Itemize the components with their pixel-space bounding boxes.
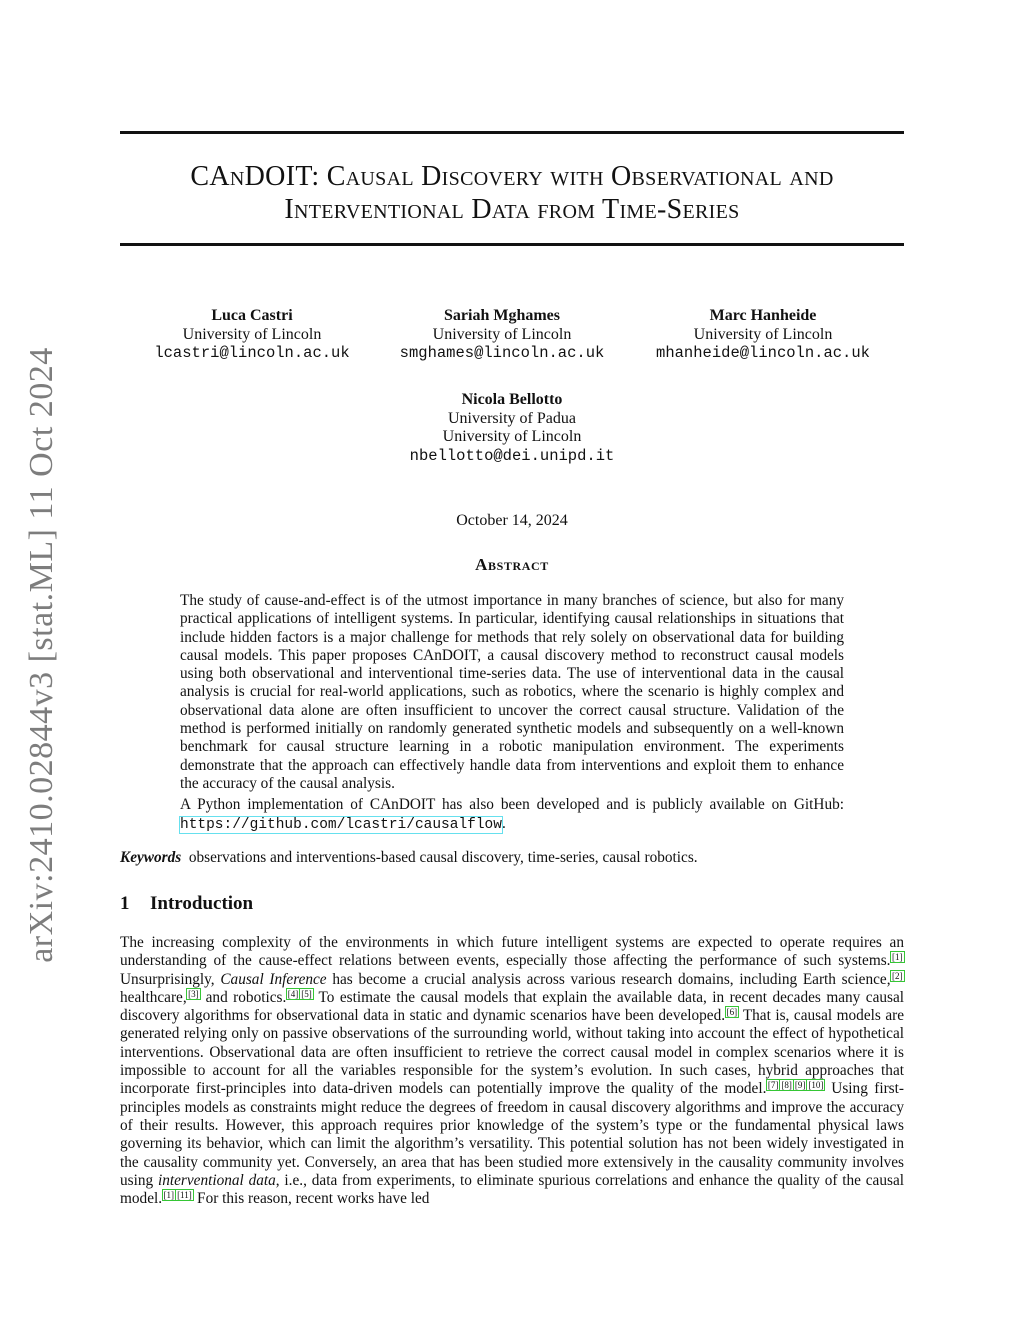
paper-title-line-2: Interventional Data from Time-Series xyxy=(284,194,740,225)
arxiv-identifier: arXiv:2410.02844v3 [stat.ML] 11 Oct 2024 xyxy=(23,347,60,963)
citation[interactable]: [4] [5] xyxy=(287,988,312,999)
body-text: Unsurprisingly, xyxy=(120,970,221,988)
paper-date: October 14, 2024 xyxy=(456,512,568,529)
citation[interactable]: [3] xyxy=(188,988,199,999)
author-email[interactable]: nbellotto@dei.unipd.it xyxy=(409,446,615,465)
section-title: Introduction xyxy=(150,893,254,914)
abstract-paragraph xyxy=(180,796,844,834)
body-text: That is, causal models are generated relying only on passive observations of the surrounding world, without taking into account the effect of hypothetical interventions. Observational data are often insufficient to retrieve the correct causal model in complex scenarios where it is impossible to account for all the variables responsible for the system’s evolution. In such cases, hybrid approaches that incorporate first-principles into data-driven models can potentially improve the quality of the model. xyxy=(120,1007,905,1098)
author-affiliation: University of Padua xyxy=(448,409,576,427)
introduction-paragraph xyxy=(120,934,904,1208)
paper-title xyxy=(120,160,904,226)
author-affiliation: University of Lincoln xyxy=(442,428,582,445)
abstract-heading: Abstract xyxy=(475,555,549,574)
title-bottom-rule xyxy=(120,243,904,246)
author-email[interactable]: lcastri@lincoln.ac.uk xyxy=(154,344,350,362)
section-heading xyxy=(120,893,253,915)
body-text: has become a crucial analysis across various research domains, including Earth science, xyxy=(326,970,891,988)
abstract-paragraph: The study of cause-and-effect is of the utmost importance in many branches of science, but also for many practical applications of intelligent systems. In particular, identifying causal relationships in situations that include hidden factors is a major challenge for methods that rely solely on observational data for building causal models. This paper proposes CAnDOIT, a causal discovery method to reconstruct causal models using both observational and interventional time-series data. The use of interventional data in the causal analysis is crucial for real-world applications, such as robotics, where the scenario is highly complex and observational data alone are often insufficient to uncover the correct causal structure. Validation of the method is performed initially on randomly generated synthetic models and subsequently on a well-known benchmark for causal structure learning in a robotic manipulation environment. The experiments demonstrate that the approach can effectively handle data from interventions and exploit them to enhance the accuracy of the causal analysis. xyxy=(180,592,844,792)
abstract-body xyxy=(180,592,844,837)
body-text: Using first-principles models as constraints might reduce the degrees of freedom in causal discovery algorithms and improve the accuracy of their results. However, this approach requires prior knowledge of the system’s type or the fundamental physical laws governing its behavior, which can limit the algorithm’s versatility. This potential solution has not been widely investigated in the causality community yet. Conversely, an area that has been studied more extensively in the causality community involves using xyxy=(120,1080,904,1189)
author-name: Marc Hanheide xyxy=(709,307,817,324)
github-link[interactable]: https://github.com/lcastri/causalflow xyxy=(180,816,502,833)
author-email[interactable]: mhanheide@lincoln.ac.uk xyxy=(656,344,870,362)
paper-title-line-1: CAnDOIT: Causal Discovery with Observational and xyxy=(190,161,834,192)
author-block-mghames xyxy=(352,307,652,363)
emphasis-text: interventional data xyxy=(157,1171,276,1189)
keywords-label: Keywords xyxy=(120,849,182,866)
author-block-bellotto xyxy=(362,391,662,465)
body-text: healthcare, xyxy=(120,988,187,1006)
author-affiliation: University of Lincoln xyxy=(182,325,322,343)
body-text: and robotics. xyxy=(200,988,287,1006)
citation[interactable]: [2] xyxy=(892,970,903,981)
citation[interactable]: [6] xyxy=(726,1007,738,1018)
abstract-text: . xyxy=(501,814,506,832)
citation[interactable]: [1] [11] xyxy=(163,1190,192,1201)
title-top-rule xyxy=(120,131,904,134)
author-block-hanheide xyxy=(613,307,913,363)
author-affiliation: University of Lincoln xyxy=(693,325,833,343)
citation[interactable]: [1] xyxy=(892,952,903,963)
emphasis-text: Causal Inference xyxy=(220,970,327,988)
abstract-text: A Python implementation of CAnDOIT has also been developed and is publicly available on GitHub: xyxy=(180,796,844,814)
author-email[interactable]: smghames@lincoln.ac.uk xyxy=(399,344,605,362)
keywords-line xyxy=(120,849,904,867)
citation[interactable]: [7] [8] [9] [10] xyxy=(767,1080,824,1091)
author-name: Sariah Mghames xyxy=(444,307,560,324)
body-text: , i.e., data from experiments, to eliminate spurious correlations and enhance the quality of the causal model. xyxy=(120,1171,904,1208)
author-name: Luca Castri xyxy=(211,307,293,324)
author-name: Nicola Bellotto xyxy=(461,391,563,408)
author-affiliation: University of Lincoln xyxy=(432,325,572,343)
body-text: To estimate the causal models that explain the available data, in recent decades many causal discovery algorithms for observational data in static and dynamic scenarios have been developed. xyxy=(120,988,904,1025)
section-number: 1 xyxy=(120,893,130,914)
body-text: The increasing complexity of the environments in which future intelligent systems are expected to operate requires an understanding of the cause-effect relations between events, especially those affecting the performance of such systems. xyxy=(120,934,904,970)
body-text: For this reason, recent works have led xyxy=(193,1190,430,1208)
keywords-text: observations and interventions-based causal discovery, time-series, causal robotics. xyxy=(188,849,698,866)
